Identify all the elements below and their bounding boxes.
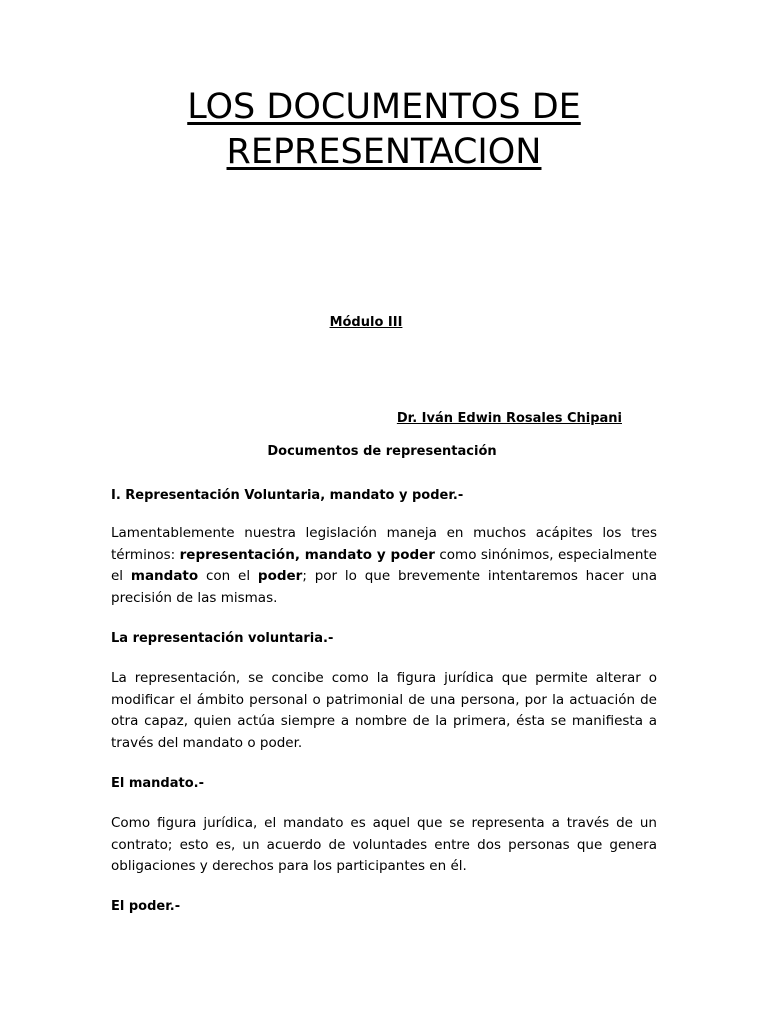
author-name: Dr. Iván Edwin Rosales Chipani bbox=[396, 411, 622, 426]
section-3-paragraph: Como figura jurídica, el mandato es aquel que se representa a través de un contrato; esto es, un acuerdo de voluntades entre dos personas que genera obligaciones y derechos para los participantes en él. bbox=[111, 815, 657, 874]
document-title bbox=[0, 85, 768, 175]
section-2-heading: La representación voluntaria.- bbox=[111, 631, 334, 646]
document-heading: Documentos de representación bbox=[267, 444, 497, 459]
s1-text-c: como sinónimos, especialmente el bbox=[111, 546, 657, 584]
title-line-1: LOS DOCUMENTOS DE bbox=[187, 87, 581, 127]
title-line-2: REPRESENTACION bbox=[226, 132, 542, 172]
s1-text-b: representación, mandato y poder bbox=[179, 546, 435, 563]
section-2-paragraph: La representación, se concibe como la figura jurídica que permite alterar o modificar el ámbito personal o patrimonial de una persona, por la actuación de otra capaz, quien actúa siempre a nombre de la primera, ésta se manifiesta a través del mandato o poder. bbox=[111, 670, 657, 751]
s1-text-e: con el bbox=[198, 568, 258, 584]
section-3-heading: El mandato.- bbox=[111, 776, 204, 791]
section-1-paragraph bbox=[111, 523, 657, 609]
section-4-heading: El poder.- bbox=[111, 899, 181, 914]
module-label: Módulo III bbox=[329, 315, 403, 330]
s1-text-d: mandato bbox=[130, 568, 199, 584]
section-1-heading: I. Representación Voluntaria, mandato y poder.- bbox=[111, 488, 464, 503]
s1-text-a: Lamentablemente nuestra legislación maneja en muchos acápites los tres términos: bbox=[111, 525, 657, 563]
s1-text-f: poder bbox=[257, 568, 303, 584]
s1-text-g: ; por lo que brevemente intentaremos hacer una precisión de las mismas. bbox=[111, 568, 657, 606]
